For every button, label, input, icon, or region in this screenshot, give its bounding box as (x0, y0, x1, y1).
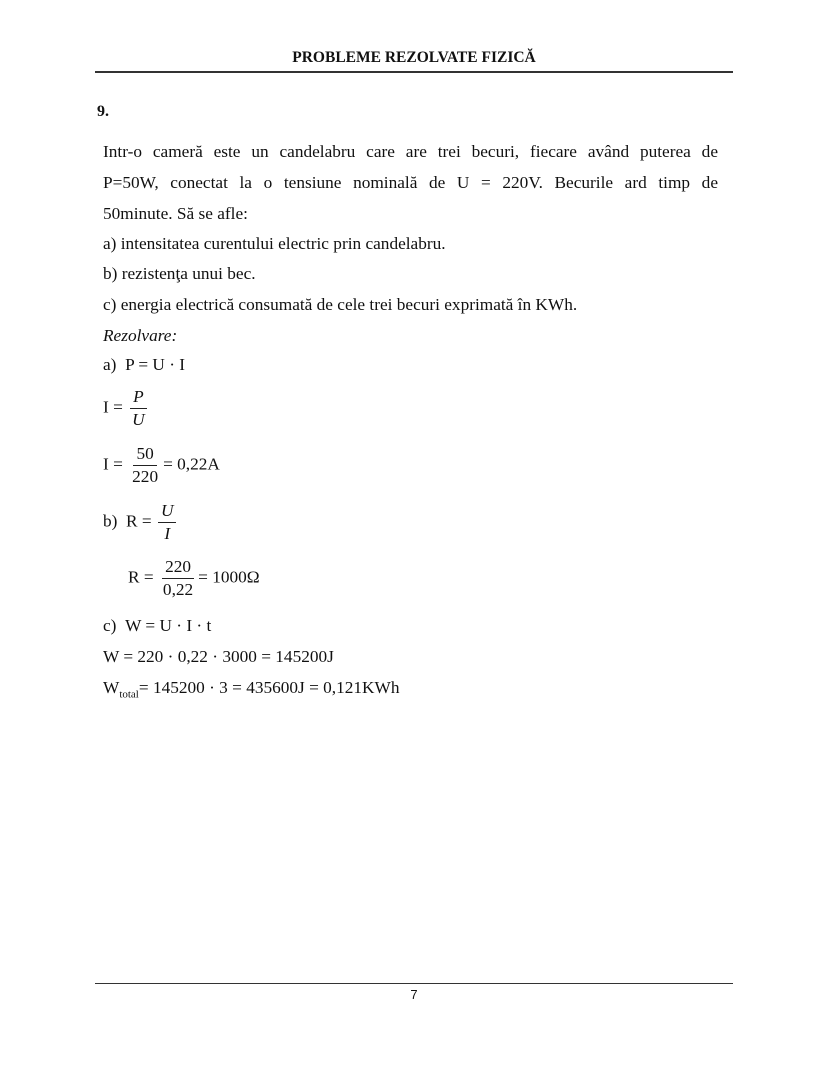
lhs: I = (103, 454, 123, 474)
rhs: = 1000Ω (198, 567, 260, 587)
fraction (160, 556, 196, 601)
formula-total-energy (103, 677, 399, 705)
denominator: U (132, 410, 145, 429)
fraction (158, 500, 176, 545)
problem-number: 9. (97, 103, 109, 120)
statement-line: Intr-o cameră este un candelabru care are trei becuri, fiecare având puterea de (103, 142, 718, 161)
formula-energy: W = U · I · t (125, 616, 212, 635)
numerator: 220 (162, 556, 194, 579)
formula-power: P = U · I (125, 355, 186, 374)
question-c: c) energia electrică consumată de cele trei becuri exprimată în KWh. (103, 295, 578, 314)
page-number: 7 (410, 987, 418, 1002)
fraction (129, 443, 161, 488)
formula-current-value (103, 443, 220, 488)
rhs: = 145200 · 3 = 435600J = 0,121KWh (138, 678, 400, 697)
lhs: R = (126, 511, 152, 531)
page-header-title: PROBLEME REZOLVATE FIZICĂ (292, 49, 536, 66)
formula-resistance-value (128, 556, 260, 601)
lhs: I = (103, 397, 123, 417)
denominator: 0,22 (162, 580, 194, 599)
statement-line: P=50W, conectat la o tensiune nominală de U = 220V. Becurile ard timp de (103, 173, 718, 192)
formula-c (103, 615, 211, 637)
label-a: a) (103, 355, 117, 374)
formula-b (103, 500, 178, 545)
formula-current (103, 386, 150, 431)
w-symbol: W (103, 678, 120, 697)
lhs: R = (128, 567, 154, 587)
denominator: I (164, 524, 171, 543)
numerator: 50 (133, 443, 156, 466)
rhs: = 0,22A (163, 454, 220, 474)
denominator: 220 (132, 467, 159, 486)
formula-energy-value: W = 220 · 0,22 · 3000 = 145200J (103, 647, 334, 666)
numerator: U (158, 500, 176, 523)
numerator: P (130, 386, 147, 409)
header-divider (95, 71, 733, 73)
statement-line: 50minute. Să se afle: (103, 204, 248, 223)
question-b: b) rezistenţa unui bec. (103, 264, 256, 283)
fraction (129, 386, 147, 431)
label-b: b) (103, 511, 118, 531)
footer-divider (95, 983, 733, 984)
subscript: total (119, 688, 139, 701)
formula-a (103, 354, 185, 376)
question-a: a) intensitatea curentului electric prin candelabru. (103, 234, 446, 253)
solution-heading: Rezolvare: (103, 326, 178, 345)
label-c: c) (103, 616, 117, 635)
